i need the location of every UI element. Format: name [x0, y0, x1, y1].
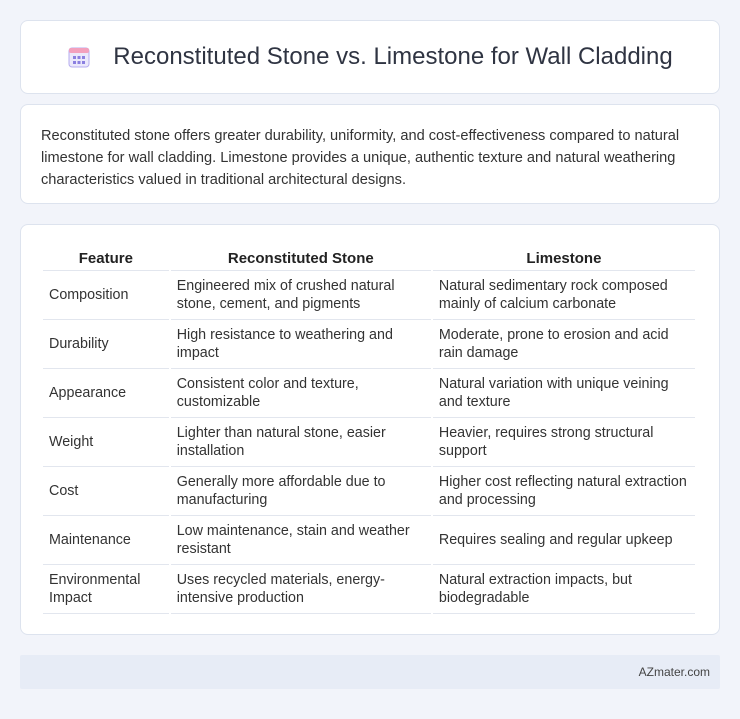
table-row: [43, 516, 695, 565]
limestone-cell: Natural variation with unique veining and texture: [433, 369, 695, 418]
table-row: [43, 320, 695, 369]
reconstituted-cell: Lighter than natural stone, easier installation: [171, 418, 431, 467]
table-header-row: [43, 245, 695, 271]
table-row: [43, 565, 695, 614]
table-row: [43, 369, 695, 418]
footer-site-name: AZmater.com: [638, 665, 710, 679]
table-row: [43, 271, 695, 320]
feature-cell: Appearance: [43, 369, 169, 418]
header-feature: Feature: [43, 245, 169, 271]
limestone-cell: Higher cost reflecting natural extraction and processing: [433, 467, 695, 516]
reconstituted-cell: Uses recycled materials, energy-intensive production: [171, 565, 431, 614]
header-reconstituted-stone: Reconstituted Stone: [171, 245, 431, 271]
reconstituted-cell: High resistance to weathering and impact: [171, 320, 431, 369]
title-card: [20, 20, 720, 94]
comparison-table-card: [20, 224, 720, 635]
summary-card: [20, 104, 720, 204]
feature-cell: Composition: [43, 271, 169, 320]
footer-bar: [20, 655, 720, 689]
reconstituted-cell: Engineered mix of crushed natural stone, cement, and pigments: [171, 271, 431, 320]
page-title: Reconstituted Stone vs. Limestone for Wall Cladding: [113, 43, 673, 70]
calendar-grid-icon: [67, 45, 91, 69]
table-row: [43, 418, 695, 467]
limestone-cell: Heavier, requires strong structural support: [433, 418, 695, 467]
summary-text: Reconstituted stone offers greater durability, uniformity, and cost-effectiveness compared to natural limestone for wall cladding. Limestone provides a unique, authentic texture and natural weathering characteristics valued in traditional architectural designs.: [41, 128, 680, 188]
feature-cell: Durability: [43, 320, 169, 369]
reconstituted-cell: Generally more affordable due to manufacturing: [171, 467, 431, 516]
feature-cell: Cost: [43, 467, 169, 516]
reconstituted-cell: Low maintenance, stain and weather resistant: [171, 516, 431, 565]
reconstituted-cell: Consistent color and texture, customizable: [171, 369, 431, 418]
table-row: [43, 467, 695, 516]
limestone-cell: Natural extraction impacts, but biodegradable: [433, 565, 695, 614]
feature-cell: Weight: [43, 418, 169, 467]
limestone-cell: Natural sedimentary rock composed mainly of calcium carbonate: [433, 271, 695, 320]
limestone-cell: Moderate, prone to erosion and acid rain damage: [433, 320, 695, 369]
feature-cell: Environmental Impact: [43, 565, 169, 614]
header-limestone: Limestone: [433, 245, 695, 271]
comparison-table: [41, 245, 697, 614]
limestone-cell: Requires sealing and regular upkeep: [433, 516, 695, 565]
feature-cell: Maintenance: [43, 516, 169, 565]
